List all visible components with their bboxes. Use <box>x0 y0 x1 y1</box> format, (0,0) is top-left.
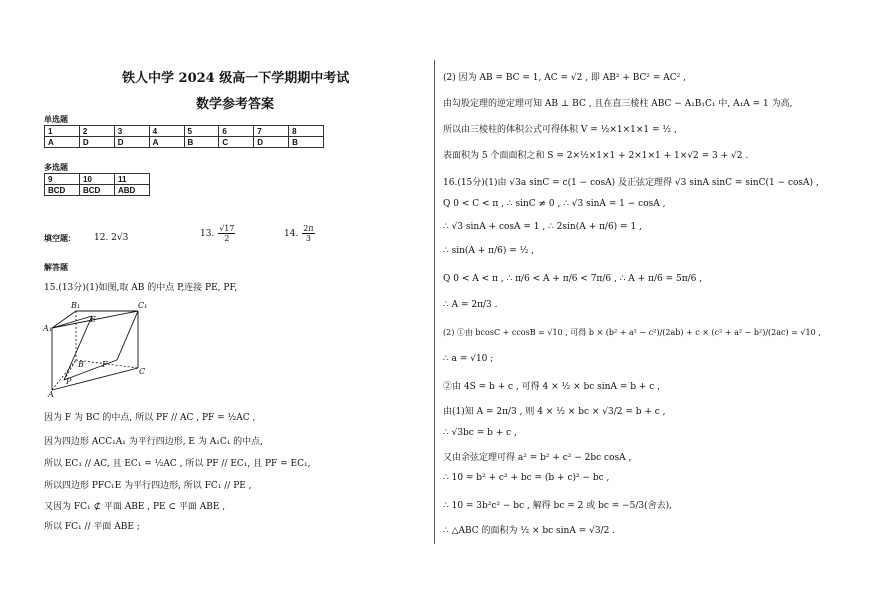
figure-label: C <box>139 367 146 376</box>
table-cell: BCD <box>45 185 80 196</box>
answer-key-title: 数学参考答案 <box>196 97 275 112</box>
table-cell: D <box>79 137 114 148</box>
q15-line: 因为四边形 ACC₁A₁ 为平行四边形, E 为 A₁C₁ 的中点, <box>44 437 264 447</box>
table-cell: 5 <box>184 126 219 137</box>
solution-line: ∴ √3 sinA + cosA = 1 , ∴ 2sin(A + π/6) = 1 , <box>443 222 642 232</box>
table-cell: A <box>45 137 80 148</box>
solution-line: ∴ 10 = 3b²c² − bc , 解得 bc = 2 或 bc = −5/3(舍去), <box>443 501 673 511</box>
q13-label: 13. <box>200 229 215 239</box>
column-divider <box>434 60 435 544</box>
table-cell: 8 <box>289 126 324 137</box>
q15-line: 所以 FC₁ // 平面 ABE ; <box>44 522 140 532</box>
q14-denominator: 3 <box>305 234 311 243</box>
solution-line: ∴ 10 = b² + c² + bc = (b + c)² − bc , <box>443 473 610 483</box>
q15-line: 所以 EC₁ // AC, 且 EC₁ = ½AC , 所以 PF // EC₁, 且 PF = EC₁, <box>44 459 311 469</box>
single-choice-number-row <box>45 126 324 137</box>
q15-line: 因为 F 为 BC 的中点, 所以 PF // AC , PF = ½AC , <box>44 413 256 423</box>
q15-line: 又因为 FC₁ ⊄ 平面 ABE , PE ⊂ 平面 ABE , <box>44 502 226 512</box>
solution-line: Q 0 < A < π , ∴ π/6 < A + π/6 < 7π/6 , ∴ A + π/6 = 5π/6 , <box>443 274 703 284</box>
q13-fraction <box>218 224 235 243</box>
figure-label: A <box>48 390 54 398</box>
table-cell: 3 <box>114 126 149 137</box>
multi-choice-answer-row <box>45 185 150 196</box>
answer-q13 <box>200 224 236 243</box>
solution-line: 由(1)知 A = 2π/3 , 则 4 × ½ × bc × √3/2 = b + c , <box>443 407 666 417</box>
q14-fraction <box>302 224 314 243</box>
solution-line: 又由余弦定理可得 a² = b² + c² − 2bc cosA , <box>443 453 632 463</box>
single-choice-table <box>44 125 324 148</box>
q14-label: 14. <box>284 229 299 239</box>
table-cell: 11 <box>115 174 150 185</box>
exam-title: 铁人中学 2024 级高一下学期期中考试 <box>122 71 350 86</box>
solution-line: ∴ sin(A + π/6) = ½ , <box>443 246 535 256</box>
q15-intro: 15.(13分)(1)如图,取 AB 的中点 P,连接 PE, PF, <box>44 283 238 293</box>
q13-denominator: 2 <box>224 234 230 243</box>
solution-line: 由勾股定理的逆定理可知 AB ⊥ BC , 且在直三棱柱 ABC − A₁B₁C₁ 中, A₁A = 1 为高, <box>443 99 793 109</box>
table-cell: B <box>184 137 219 148</box>
solutions-heading: 解答题 <box>44 263 68 272</box>
figure-label: B <box>78 360 84 369</box>
table-cell: 10 <box>80 174 115 185</box>
solution-line: ∴ A = 2π/3 . <box>443 300 498 310</box>
answer-q14 <box>284 224 316 243</box>
table-cell: ABD <box>115 185 150 196</box>
solution-line: ∴ √3bc = b + c , <box>443 428 517 438</box>
answer-q12: 12. 2√3 <box>94 233 129 243</box>
multi-choice-number-row <box>45 174 150 185</box>
solution-line: 所以由三棱柱的体积公式可得体积 V = ½×1×1×1 = ½ , <box>443 125 677 135</box>
single-choice-heading: 单选题 <box>44 115 68 124</box>
solution-line: (2) 因为 AB = BC = 1, AC = √2 , 即 AB² + BC² = AC² , <box>443 73 687 83</box>
solution-line: (2) ①由 bcosC + ccosB = √10 , 可得 b × (b² + a² − c²)/(2ab) + c × (c² + a² − b²)/(2ac) = √10 , <box>443 328 821 337</box>
solution-line: 表面积为 5 个面面积之和 S = 2×½×1×1 + 2×1×1 + 1×√2 = 3 + √2 . <box>443 151 749 161</box>
prism-figure <box>42 298 152 398</box>
table-cell: 1 <box>45 126 80 137</box>
table-cell: BCD <box>80 185 115 196</box>
q14-numerator: 2π <box>303 224 314 233</box>
solution-line: 16.(15分)(1)由 √3a sinC = c(1 − cosA) 及正弦定理得 √3 sinA sinC = sinC(1 − cosA) , <box>443 178 819 188</box>
multi-choice-table <box>44 173 150 196</box>
table-cell: 2 <box>79 126 114 137</box>
table-cell: 9 <box>45 174 80 185</box>
figure-label: E <box>90 315 96 324</box>
figure-label: F <box>102 360 108 369</box>
figure-label: B₁ <box>71 301 81 310</box>
table-cell: D <box>254 137 289 148</box>
q13-numerator: √17 <box>219 224 235 233</box>
table-cell: A <box>149 137 184 148</box>
table-cell: 7 <box>254 126 289 137</box>
table-cell: 4 <box>149 126 184 137</box>
table-cell: D <box>114 137 149 148</box>
figure-label: C₁ <box>138 301 148 310</box>
solution-line: ②由 4S = b + c , 可得 4 × ½ × bc sinA = b + c , <box>443 382 661 392</box>
table-cell: B <box>289 137 324 148</box>
figure-label: A₁ <box>43 324 52 333</box>
figure-label: P <box>66 377 72 386</box>
solution-line: ∴ △ABC 的面积为 ½ × bc sinA = √3/2 . <box>443 526 616 536</box>
fill-blank-heading: 填空题: <box>44 234 71 243</box>
solution-line: ∴ a = √10 ; <box>443 354 494 364</box>
q15-line: 所以四边形 PFC₁E 为平行四边形, 所以 FC₁ // PE , <box>44 481 252 491</box>
solution-line: Q 0 < C < π , ∴ sinC ≠ 0 , ∴ √3 sinA = 1 − cosA , <box>443 199 666 209</box>
multi-choice-heading: 多选题 <box>44 163 68 172</box>
single-choice-answer-row <box>45 137 324 148</box>
table-cell: C <box>219 137 254 148</box>
table-cell: 6 <box>219 126 254 137</box>
